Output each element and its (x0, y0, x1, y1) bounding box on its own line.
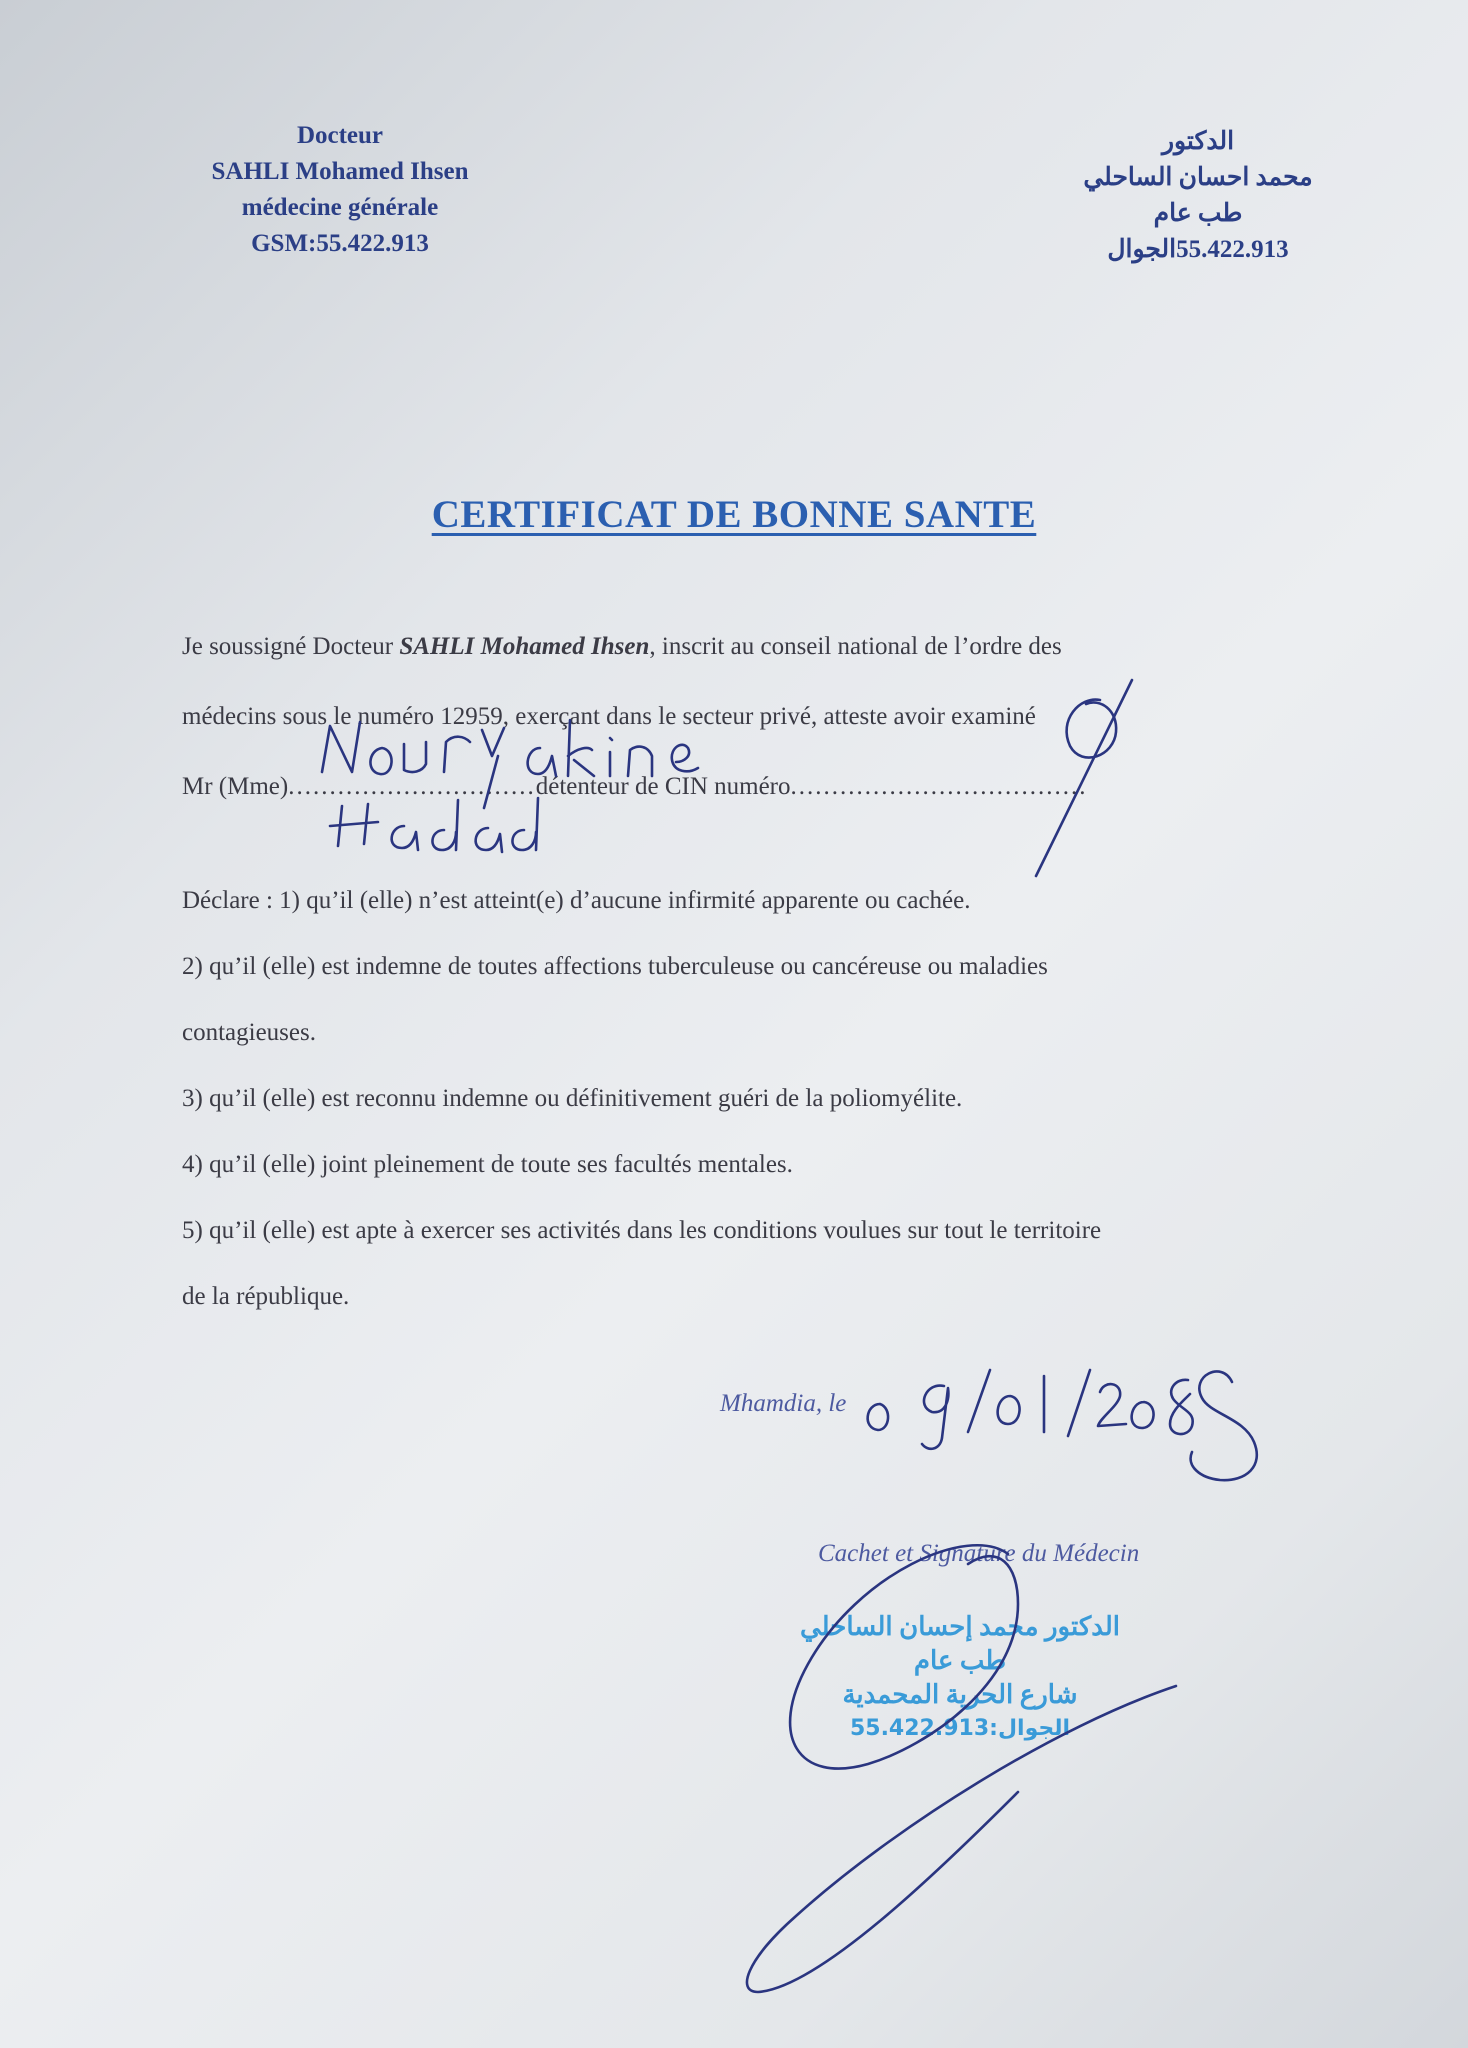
handwritten-patient-name (322, 720, 698, 808)
doctor-name-inline: SAHLI Mohamed Ihsen (399, 633, 650, 660)
handwritten-date (868, 1370, 1257, 1480)
signature-caption: Cachet et Signature du Médecin (818, 1540, 1140, 1567)
doctor-phone: GSM:55.422.913 (251, 230, 429, 257)
declaration-item: contagieuses. (182, 1019, 316, 1046)
doctor-title-ar: الدكتور (1161, 128, 1235, 155)
doctor-name-ar: محمد احسان الساحلي (1083, 164, 1313, 191)
declaration-item: Déclare : 1) qu’il (elle) n’est atteint(e) d’aucune infirmité apparente ou cachée. (182, 887, 971, 914)
declaration-item: 5) qu’il (elle) est apte à exercer ses activités dans les conditions voulues sur tout le territoire (182, 1217, 1102, 1244)
cin-dots: .................................... (790, 773, 1088, 800)
cin-crossed-mark (1036, 680, 1132, 876)
patient-label: Mr (Mme) (182, 773, 289, 800)
certificate-title: CERTIFICAT DE BONNE SANTE (431, 493, 1037, 536)
stamp-line: شارع الحرية المحمدية (842, 1680, 1078, 1709)
intro-text: , inscrit au conseil national de l’ordre des (649, 633, 1062, 660)
declaration-item: 4) qu’il (elle) joint pleinement de toute ses facultés mentales. (182, 1151, 793, 1178)
doctor-name: SAHLI Mohamed Ihsen (211, 158, 469, 185)
declaration-item: 2) qu’il (elle) est indemne de toutes affections tuberculeuse ou cancéreuse ou maladies (182, 953, 1048, 980)
stamp-line: طب عام (913, 1646, 1007, 1675)
cin-label: détenteur de CIN numéro (535, 773, 791, 800)
declaration-item: 3) qu’il (elle) est reconnu indemne ou définitivement guéri de la poliomyélite. (182, 1085, 963, 1112)
handwritten-patient-surname (330, 798, 538, 852)
doctor-title: Docteur (296, 122, 384, 149)
doctor-specialty: médecine générale (241, 194, 439, 221)
declaration-item: de la république. (182, 1283, 350, 1310)
doctor-specialty-ar: طب عام (1153, 200, 1243, 227)
place-date-label: Mhamdia, le (720, 1390, 847, 1417)
doctor-signature (747, 1545, 1176, 1992)
patient-name-dots: .............................. (288, 773, 536, 800)
intro-line-2: médecins sous le numéro 12959, exerçant dans le secteur privé, atteste avoir examiné (182, 703, 1036, 730)
stamp-line: الدكتور محمد إحسان الساحلي (799, 1612, 1120, 1641)
intro-text: Je soussigné Docteur (182, 633, 400, 660)
doctor-phone-ar: 55.422.913الجوال (1107, 236, 1289, 263)
stamp-phone: الجوال:55.422.913 (849, 1716, 1071, 1741)
